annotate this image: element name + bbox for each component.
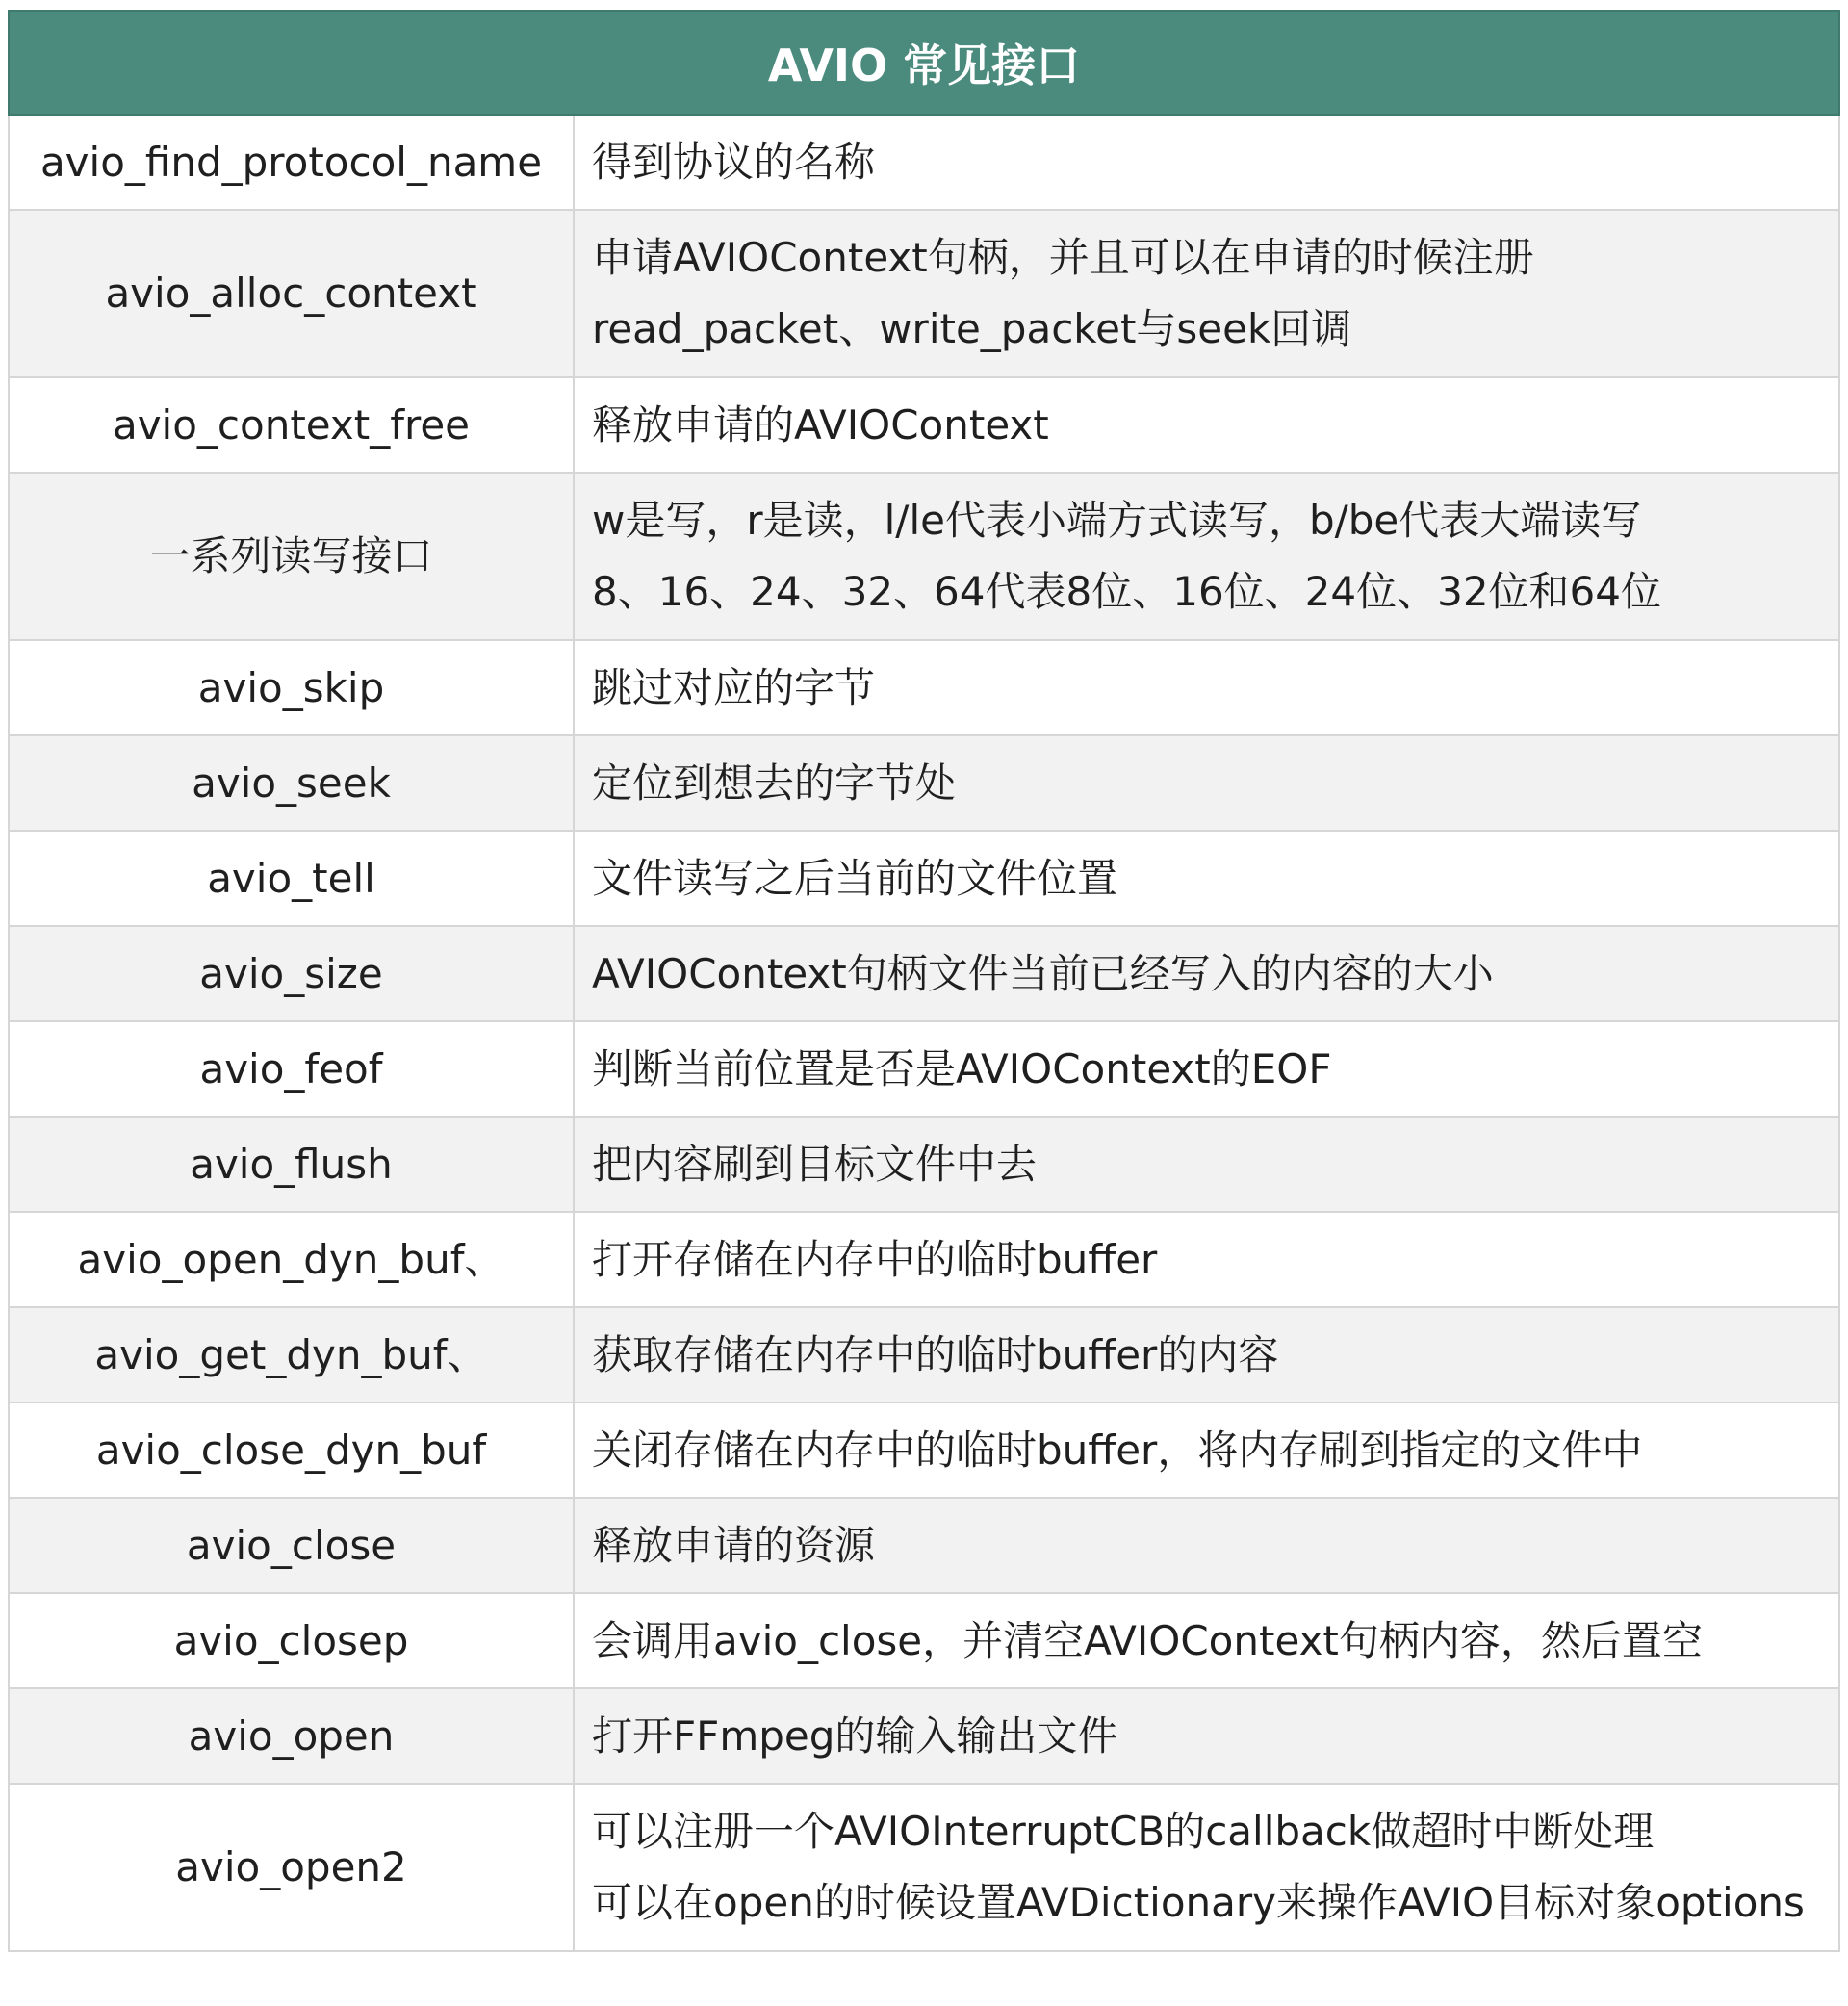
function-name-cell: avio_find_protocol_name [9,115,574,210]
table-row [9,640,1839,735]
function-name-cell: avio_seek [9,735,574,831]
description-line: 定位到想去的字节处 [592,759,957,807]
table-row [9,1117,1839,1212]
description-cell [574,1688,1839,1784]
description-line: 释放申请的AVIOContext [592,400,1049,449]
function-name-cell: avio_open2 [9,1784,574,1951]
description-cell [574,735,1839,831]
description-line: 可以在open的时候设置AVDictionary来操作AVIO目标对象options [592,1879,1805,1926]
table-row [9,1498,1839,1593]
description-line: 得到协议的名称 [592,138,876,186]
description-line: read_packet、write_packet与seek回调 [592,305,1352,352]
function-name-cell: avio_tell [9,831,574,926]
table-header-row [9,11,1839,115]
description-line: 申请AVIOContext句柄，并且可以在申请的时候注册 [592,234,1534,281]
description-cell [574,1402,1839,1498]
function-name-cell: 一系列读写接口 [9,473,574,640]
description-line: 释放申请的资源 [592,1521,876,1569]
description-line: 跳过对应的字节 [592,663,876,711]
table-row [9,1593,1839,1688]
description-line: 会调用avio_close，并清空AVIOContext句柄内容，然后置空 [592,1616,1703,1664]
description-line: 判断当前位置是否是AVIOContext的EOF [592,1044,1332,1093]
description-cell [574,473,1839,640]
description-cell [574,1212,1839,1307]
description-cell [574,1498,1839,1593]
description-line: 文件读写之后当前的文件位置 [592,854,1118,902]
function-name-cell: avio_alloc_context [9,210,574,377]
function-name-cell: avio_context_free [9,377,574,473]
function-name-cell: avio_close [9,1498,574,1593]
table-row [9,1307,1839,1402]
description-cell [574,1117,1839,1212]
function-name-cell: avio_flush [9,1117,574,1212]
avio-interface-table [8,10,1840,1952]
function-name-cell: avio_closep [9,1593,574,1688]
description-line: 8、16、24、32、64代表8位、16位、24位、32位和64位 [592,568,1661,615]
function-name-cell: avio_open [9,1688,574,1784]
function-name-cell: avio_open_dyn_buf、 [9,1212,574,1307]
table-row [9,1402,1839,1498]
description-cell [574,1307,1839,1402]
table-row [9,1784,1839,1951]
description-cell [574,1593,1839,1688]
description-cell [574,210,1839,377]
function-name-cell: avio_skip [9,640,574,735]
description-line: 关闭存储在内存中的临时buffer，将内存刷到指定的文件中 [592,1426,1643,1474]
function-name-cell: avio_feof [9,1021,574,1117]
avio-interface-table-container [8,10,1838,1952]
description-cell [574,1784,1839,1951]
table-body [9,115,1839,1951]
table-row [9,926,1839,1021]
table-row [9,831,1839,926]
function-name-cell: avio_get_dyn_buf、 [9,1307,574,1402]
description-line: 可以注册一个AVIOInterruptCB的callback做超时中断处理 [592,1808,1655,1855]
description-cell [574,377,1839,473]
table-row [9,377,1839,473]
description-cell [574,926,1839,1021]
table-row [9,1021,1839,1117]
description-line: 获取存储在内存中的临时buffer的内容 [592,1330,1279,1378]
table-row [9,473,1839,640]
table-row [9,1688,1839,1784]
table-row [9,210,1839,377]
table-row [9,1212,1839,1307]
description-line: 把内容刷到目标文件中去 [592,1140,1038,1188]
description-cell [574,115,1839,210]
description-cell [574,831,1839,926]
description-line: 打开存储在内存中的临时buffer [592,1235,1158,1283]
table-row [9,735,1839,831]
description-line: AVIOContext句柄文件当前已经写入的内容的大小 [592,949,1494,997]
description-line: w是写，r是读，l/le代表小端方式读写，b/be代表大端读写 [592,497,1642,544]
function-name-cell: avio_close_dyn_buf [9,1402,574,1498]
table-title: AVIO 常见接口 [9,11,1839,115]
table-row [9,115,1839,210]
function-name-cell: avio_size [9,926,574,1021]
description-cell [574,640,1839,735]
description-line: 打开FFmpeg的输入输出文件 [592,1711,1118,1760]
description-cell [574,1021,1839,1117]
